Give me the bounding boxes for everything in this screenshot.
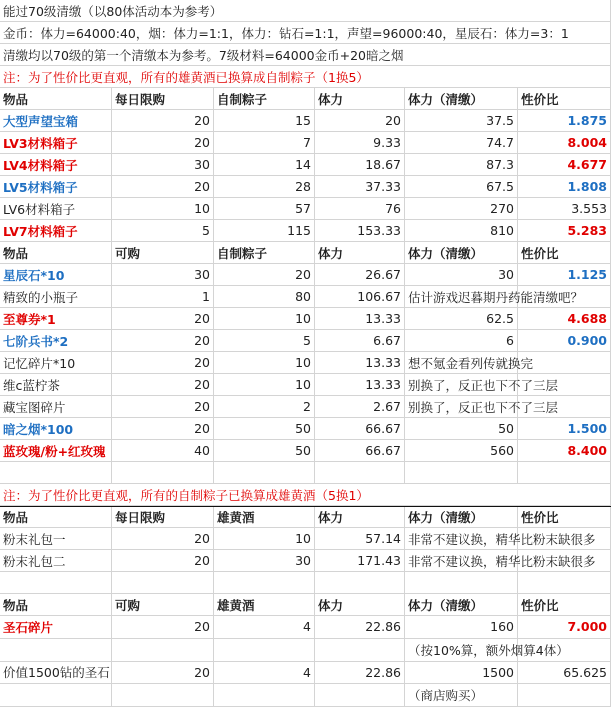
- sweep-stamina-cell: 62.5: [405, 308, 518, 330]
- header-cell: 雄黄酒: [214, 594, 315, 616]
- value-ratio-cell: 4.677: [518, 154, 611, 176]
- table-row: [0, 684, 611, 707]
- header-cell: 可购: [112, 242, 214, 264]
- empty-cell: [518, 528, 611, 550]
- limit-cell: 30: [112, 264, 214, 286]
- item-name-cell: LV7材料箱子: [0, 220, 112, 242]
- limit-cell: 20: [112, 352, 214, 374]
- stamina-cell: 22.86: [315, 616, 405, 639]
- empty-cell: [518, 684, 611, 707]
- empty-cell: [518, 550, 611, 572]
- table-row: [0, 264, 611, 286]
- item-name-cell: 藏宝图碎片: [0, 396, 112, 418]
- row-note: （按10%算，额外烟算4体）: [408, 642, 569, 658]
- item-name-cell: LV6材料箱子: [0, 198, 112, 220]
- limit-cell: 20: [112, 374, 214, 396]
- stamina-cell: 9.33: [315, 132, 405, 154]
- empty-cell: [518, 374, 611, 396]
- stamina-cell: 13.33: [315, 308, 405, 330]
- cost-cell: 115: [214, 220, 315, 242]
- table-row: [0, 352, 611, 374]
- info-row-3: [0, 44, 611, 66]
- empty-cell: [0, 639, 112, 662]
- stamina-cell: 18.67: [315, 154, 405, 176]
- note-text: 注：为了性价比更直观，所有的雄黄酒已换算成自制粽子（1换5）: [0, 66, 611, 88]
- sweep-stamina-cell: 270: [405, 198, 518, 220]
- limit-cell: 20: [112, 528, 214, 550]
- header-cell: 物品: [0, 242, 112, 264]
- item-name-cell: 至尊券*1: [0, 308, 112, 330]
- header-cell: 可购: [112, 594, 214, 616]
- row-note: 想不氪金看列传就换完: [408, 355, 534, 371]
- value-ratio-cell: 5.283: [518, 220, 611, 242]
- stamina-cell: 66.67: [315, 418, 405, 440]
- table-row: [0, 374, 611, 396]
- stamina-cell: 2.67: [315, 396, 405, 418]
- header-cell: 性价比: [518, 242, 611, 264]
- value-ratio-cell: 65.625: [518, 662, 611, 685]
- sweep-stamina-cell: 37.5: [405, 110, 518, 132]
- header-cell: 体力: [315, 88, 405, 110]
- value-ratio-cell: 8.400: [518, 440, 611, 462]
- stamina-cell: 66.67: [315, 440, 405, 462]
- header-cell: 体力（清缴）: [405, 594, 518, 616]
- cost-cell: 10: [214, 352, 315, 374]
- row-note: 估计游戏迟暮期丹药能清缴吧？: [408, 289, 584, 305]
- row-note: 别换了，反正也下不了三层: [408, 377, 559, 393]
- row-note: （商店购买）: [408, 688, 484, 704]
- limit-cell: 20: [112, 132, 214, 154]
- table-row: [0, 132, 611, 154]
- limit-cell: 1: [112, 286, 214, 308]
- stamina-cell: 20: [315, 110, 405, 132]
- limit-cell: 20: [112, 110, 214, 132]
- header-cell: 物品: [0, 88, 112, 110]
- item-name-cell: 记忆碎片*10: [0, 352, 112, 374]
- cost-cell: 80: [214, 286, 315, 308]
- note-cell: [405, 352, 534, 374]
- header-cell: 性价比: [518, 594, 611, 616]
- item-name-cell: 星辰石*10: [0, 264, 112, 286]
- table-row: [0, 176, 611, 198]
- limit-cell: 40: [112, 440, 214, 462]
- note-cell: [405, 550, 596, 572]
- limit-cell: 20: [112, 396, 214, 418]
- spacer-row: [0, 572, 611, 594]
- table3-header: [0, 506, 611, 528]
- cost-cell: 28: [214, 176, 315, 198]
- cost-cell: 20: [214, 264, 315, 286]
- note-cell: [405, 374, 559, 396]
- note-cell: [405, 684, 518, 707]
- header-cell: 性价比: [518, 507, 611, 528]
- empty-cell: [112, 684, 214, 707]
- table-row: [0, 528, 611, 550]
- table-row: [0, 220, 611, 242]
- empty-cell: [214, 684, 315, 707]
- item-name-cell: 蓝玫瑰/粉+红玫瑰: [0, 440, 112, 462]
- limit-cell: 20: [112, 616, 214, 639]
- item-name-cell: 价值1500钻的圣石: [0, 662, 112, 685]
- header-cell: 自制粽子: [214, 242, 315, 264]
- header-cell: 体力: [315, 242, 405, 264]
- empty-cell: [518, 396, 611, 418]
- value-ratio-cell: 7.000: [518, 616, 611, 639]
- row-note: 非常不建议换，精华比粉末缺很多: [408, 553, 596, 569]
- limit-cell: 10: [112, 198, 214, 220]
- limit-cell: 30: [112, 154, 214, 176]
- header-cell: 物品: [0, 594, 112, 616]
- item-name-cell: 圣石碎片: [0, 616, 112, 639]
- limit-cell: 20: [112, 176, 214, 198]
- empty-cell: [518, 352, 611, 374]
- header-cell: 每日限购: [112, 88, 214, 110]
- table2-header: [0, 242, 611, 264]
- note-cell: [405, 528, 596, 550]
- item-name-cell: 维c蓝柠茶: [0, 374, 112, 396]
- info-text: 能过70级清缴（以80体活动本为参考）: [0, 0, 611, 22]
- table-row: [0, 418, 611, 440]
- value-ratio-cell: 1.125: [518, 264, 611, 286]
- info-row-1: [0, 0, 611, 22]
- limit-cell: 5: [112, 220, 214, 242]
- spacer-row: [0, 462, 611, 484]
- empty-cell: [315, 684, 405, 707]
- item-name-cell: 暗之烟*100: [0, 418, 112, 440]
- table1-header: [0, 88, 611, 110]
- sweep-stamina-cell: 1500: [405, 662, 518, 685]
- value-ratio-cell: 8.004: [518, 132, 611, 154]
- item-name-cell: LV5材料箱子: [0, 176, 112, 198]
- item-name-cell: 精致的小瓶子: [0, 286, 112, 308]
- value-ratio-cell: 1.875: [518, 110, 611, 132]
- table-row: [0, 639, 611, 662]
- sweep-stamina-cell: 6: [405, 330, 518, 352]
- limit-cell: 20: [112, 662, 214, 685]
- table-row: [0, 550, 611, 572]
- stamina-cell: 153.33: [315, 220, 405, 242]
- note-text: 注：为了性价比更直观，所有的自制粽子已换算成雄黄酒（5换1）: [0, 484, 611, 506]
- stamina-cell: 6.67: [315, 330, 405, 352]
- note-row-1: [0, 66, 611, 88]
- cost-cell: 7: [214, 132, 315, 154]
- table-row: [0, 662, 611, 685]
- limit-cell: 20: [112, 550, 214, 572]
- info-row-2: [0, 22, 611, 44]
- cost-cell: 15: [214, 110, 315, 132]
- sweep-stamina-cell: 74.7: [405, 132, 518, 154]
- cost-cell: 10: [214, 528, 315, 550]
- cost-cell: 57: [214, 198, 315, 220]
- empty-cell: [112, 639, 214, 662]
- table-row: [0, 154, 611, 176]
- cost-cell: 14: [214, 154, 315, 176]
- stamina-cell: 22.86: [315, 662, 405, 685]
- note-cell: [405, 639, 569, 662]
- note-cell: [405, 286, 584, 308]
- table-row: [0, 198, 611, 220]
- header-cell: 体力（清缴）: [405, 88, 518, 110]
- row-note: 别换了，反正也下不了三层: [408, 399, 559, 415]
- stamina-cell: 13.33: [315, 352, 405, 374]
- header-cell: 物品: [0, 507, 112, 528]
- header-cell: 体力: [315, 594, 405, 616]
- cost-cell: 4: [214, 616, 315, 639]
- header-cell: 性价比: [518, 88, 611, 110]
- stamina-cell: 106.67: [315, 286, 405, 308]
- info-text: 金币：体力=64000:40，烟：体力=1:1，体力：钻石=1:1，声望=96000:40，星辰石：体力=3：1: [0, 22, 611, 44]
- sweep-stamina-cell: 160: [405, 616, 518, 639]
- header-cell: 雄黄酒: [214, 507, 315, 528]
- stamina-cell: 13.33: [315, 374, 405, 396]
- sweep-stamina-cell: 810: [405, 220, 518, 242]
- table-row: [0, 330, 611, 352]
- cost-cell: 10: [214, 308, 315, 330]
- limit-cell: 20: [112, 308, 214, 330]
- sweep-stamina-cell: 30: [405, 264, 518, 286]
- cost-cell: 4: [214, 662, 315, 685]
- empty-cell: [518, 639, 611, 662]
- item-name-cell: LV4材料箱子: [0, 154, 112, 176]
- item-name-cell: 粉末礼包二: [0, 550, 112, 572]
- header-cell: 每日限购: [112, 507, 214, 528]
- table-row: [0, 616, 611, 639]
- header-cell: 体力: [315, 507, 405, 528]
- value-ratio-cell: 4.688: [518, 308, 611, 330]
- item-name-cell: LV3材料箱子: [0, 132, 112, 154]
- row-note: 非常不建议换，精华比粉末缺很多: [408, 531, 596, 547]
- sweep-stamina-cell: 67.5: [405, 176, 518, 198]
- stamina-cell: 76: [315, 198, 405, 220]
- value-ratio-cell: 3.553: [518, 198, 611, 220]
- table-row: [0, 440, 611, 462]
- table-row: [0, 396, 611, 418]
- empty-cell: [214, 639, 315, 662]
- table-row: [0, 110, 611, 132]
- cost-cell: 2: [214, 396, 315, 418]
- stamina-cell: 37.33: [315, 176, 405, 198]
- table-row: [0, 308, 611, 330]
- header-cell: 体力（清缴）: [405, 507, 518, 528]
- sweep-stamina-cell: 50: [405, 418, 518, 440]
- cost-cell: 50: [214, 440, 315, 462]
- note-row-2: [0, 484, 611, 506]
- empty-cell: [0, 684, 112, 707]
- value-ratio-cell: 1.808: [518, 176, 611, 198]
- limit-cell: 20: [112, 330, 214, 352]
- cost-cell: 10: [214, 374, 315, 396]
- sweep-stamina-cell: 560: [405, 440, 518, 462]
- limit-cell: 20: [112, 418, 214, 440]
- table4-header: [0, 594, 611, 616]
- item-name-cell: 粉末礼包一: [0, 528, 112, 550]
- cost-cell: 30: [214, 550, 315, 572]
- stamina-cell: 26.67: [315, 264, 405, 286]
- sweep-stamina-cell: 87.3: [405, 154, 518, 176]
- table-row: [0, 286, 611, 308]
- info-text: 清缴均以70级的第一个清缴本为参考。7级材料=64000金币+20暗之烟: [0, 44, 611, 66]
- stamina-cell: 57.14: [315, 528, 405, 550]
- value-ratio-cell: 0.900: [518, 330, 611, 352]
- header-cell: 自制粽子: [214, 88, 315, 110]
- item-name-cell: 七阶兵书*2: [0, 330, 112, 352]
- value-ratio-cell: 1.500: [518, 418, 611, 440]
- empty-cell: [518, 286, 611, 308]
- note-cell: [405, 396, 559, 418]
- cost-cell: 5: [214, 330, 315, 352]
- header-cell: 体力（清缴）: [405, 242, 518, 264]
- item-name-cell: 大型声望宝箱: [0, 110, 112, 132]
- empty-cell: [315, 639, 405, 662]
- stamina-cell: 171.43: [315, 550, 405, 572]
- cost-cell: 50: [214, 418, 315, 440]
